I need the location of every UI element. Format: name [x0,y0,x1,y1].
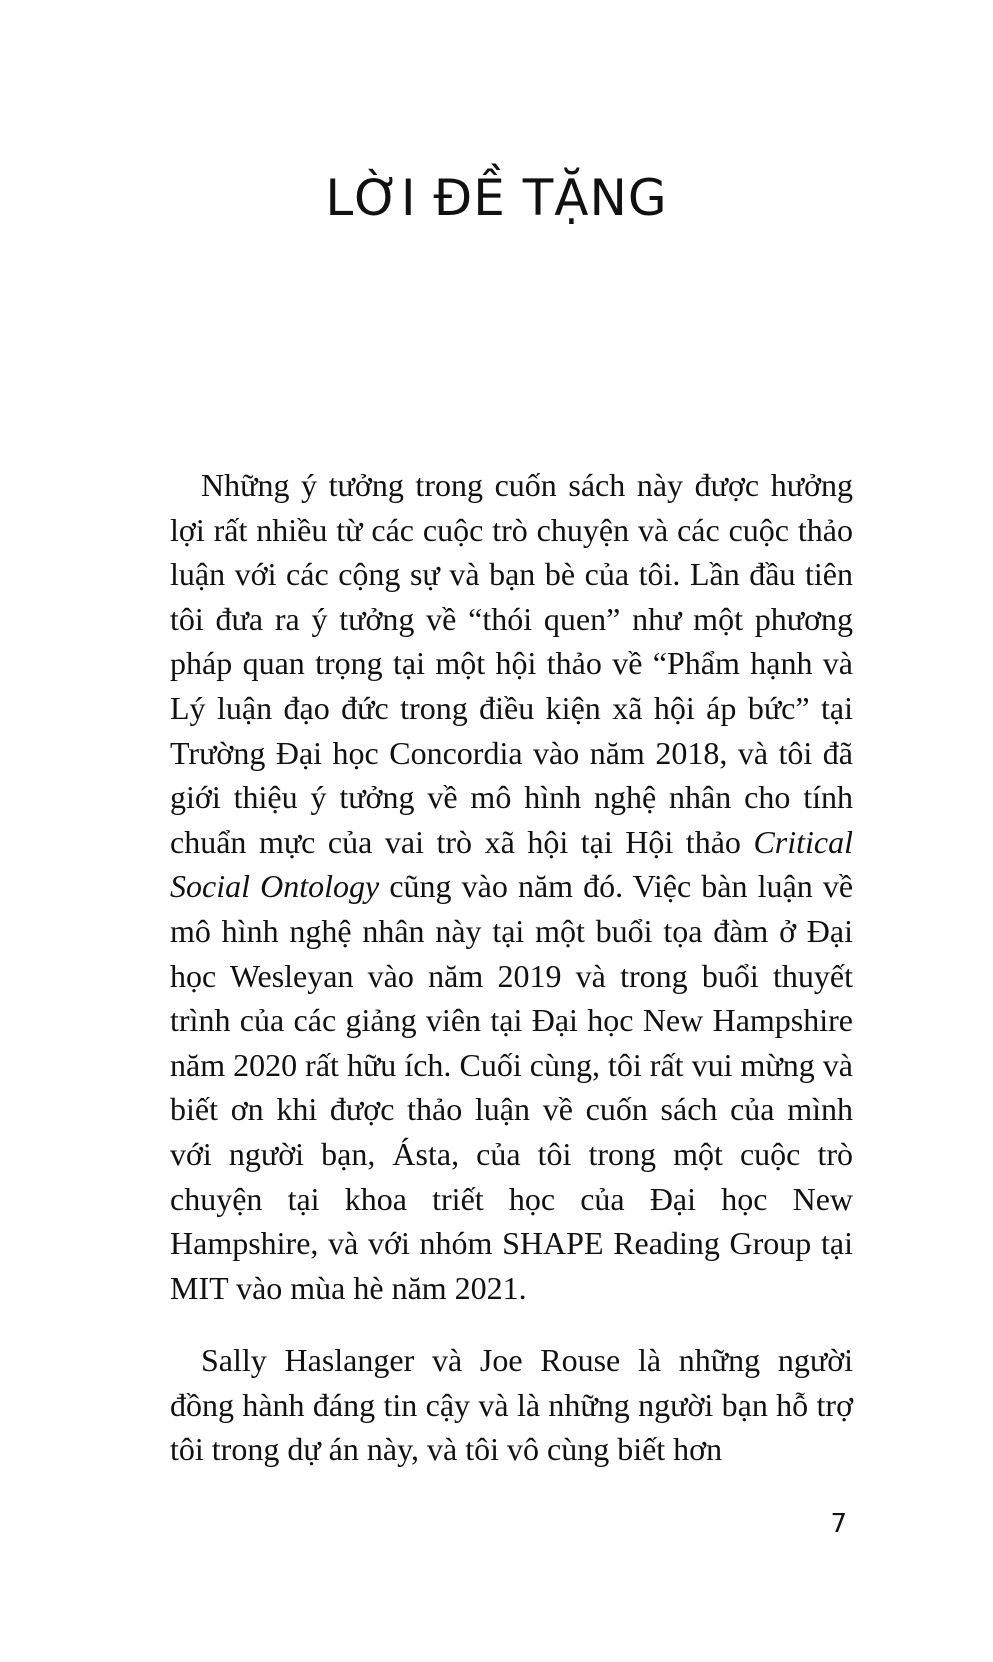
page-title: LỜI ĐỀ TẶNG [325,169,668,227]
page-number: 7 [830,1509,847,1539]
paragraph-1-text-start: Những ý tưởng trong cuốn sách này được hưởng lợi rất nhiều từ các cuộc trò chuyện và các cuộc thảo luận với các cộng sự và bạn bè của tôi. Lần đầu tiên tôi đưa ra ý tưởng về “thói quen” như một phương pháp quan trọng tại một hội thảo về “Phẩm hạnh và Lý luận đạo đức trong điều kiện xã hội áp bức” tại Trường Đại học Concordia vào năm 2018, và tôi đã giới thiệu ý tưởng về mô hình nghệ nhân cho tính chuẩn mực của vai trò xã hội tại Hội thảo [170,467,853,860]
paragraph-1 [170,463,853,1310]
body-text [170,463,853,1472]
paragraph-1-text-end: cũng vào năm đó. Việc bàn luận về mô hình nghệ nhân này tại một buổi tọa đàm ở Đại học Wesleyan vào năm 2019 và trong buổi thuyết trình của các giảng viên tại Đại học New Hampshire năm 2020 rất hữu ích. Cuối cùng, tôi rất vui mừng và biết ơn khi được thảo luận về cuốn sách của mình với người bạn, Ásta, của tôi trong một cuộc trò chuyện tại khoa triết học của Đại học New Hampshire, và với nhóm SHAPE Reading Group tại MIT vào mùa hè năm 2021. [170,868,854,1306]
paragraph-2: Sally Haslanger và Joe Rouse là những người đồng hành đáng tin cậy và là những người bạn hỗ trợ tôi trong dự án này, và tôi vô cùng biết hơn [170,1342,853,1468]
italic-event-title: Critical Social Ontology [170,823,854,905]
